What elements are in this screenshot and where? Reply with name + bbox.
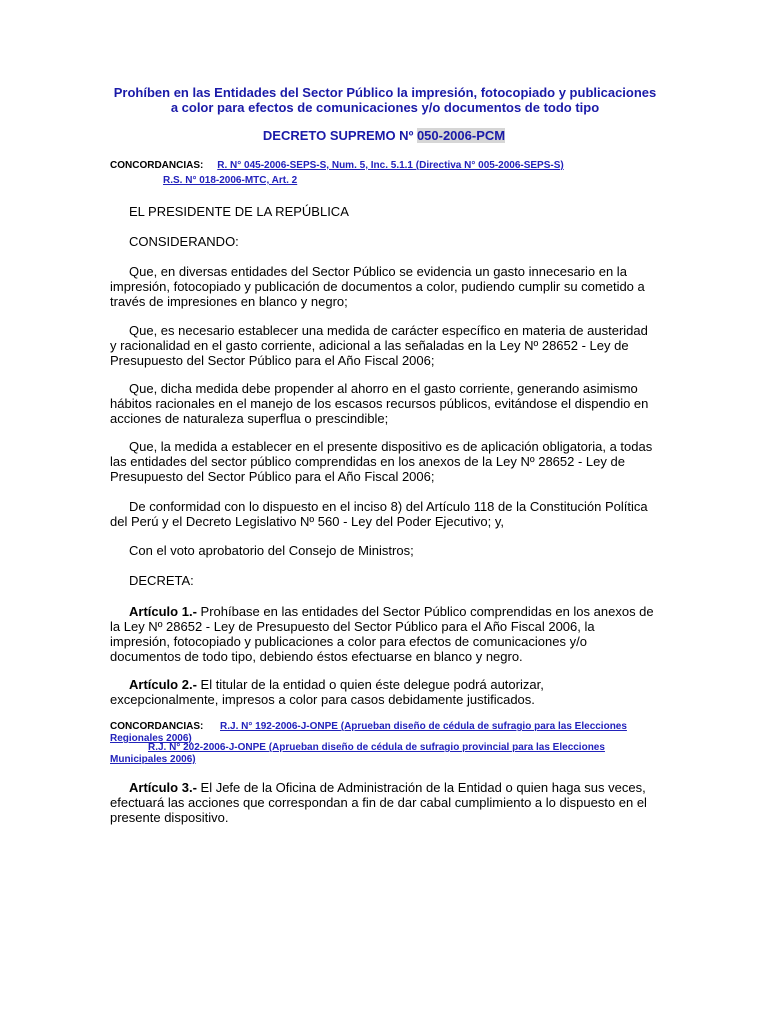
considerando-paragraph-4 xyxy=(110,439,655,484)
title-line-1: Prohíben en las Entidades del Sector Público la impresión, fotocopiado y publicaciones xyxy=(113,85,657,100)
concordancias-label: CONCORDANCIAS: xyxy=(110,160,204,171)
article-3-text: El Jefe de la Oficina de Administración de la Entidad o quien haga sus veces, efectuará las acciones que correspondan a fin de dar cabal cumplimiento a lo dispuesto en el presente dispositivo. xyxy=(110,780,647,825)
concordancias-block-2-line-2 xyxy=(110,742,655,766)
paragraph-text: Que, dicha medida debe propender al ahorro en el gasto corriente, generando asimismo hábitos racionales en el manejo de los escasos recursos públicos, evitándose el dispendio en acciones de naturaleza superflua o prescindible; xyxy=(110,381,649,426)
article-2 xyxy=(110,677,655,707)
concordancia-link[interactable]: R.J. N° 192-2006-J-ONPE (Aprueban diseño de cédula de sufragio para las Elecciones Regionales 2006) xyxy=(110,721,627,744)
decree-prefix: DECRETO SUPREMO Nº xyxy=(262,128,417,143)
paragraph-text: Que, es necesario establecer una medida de carácter específico en materia de austeridad y racionalidad en el gasto corriente, adicional a las señaladas en la Ley Nº 28652 - Ley de Presupuesto del Sector Público para el Año Fiscal 2006; xyxy=(110,323,648,368)
concordancias-block-1 xyxy=(110,160,670,172)
considerando-paragraph-1 xyxy=(110,264,655,309)
considerando-paragraph-2 xyxy=(110,323,655,368)
considerando-heading: CONSIDERANDO: xyxy=(129,234,239,249)
presidente-heading: EL PRESIDENTE DE LA REPÚBLICA xyxy=(129,204,349,219)
considerando-paragraph-3 xyxy=(110,381,655,426)
title-line-2: a color para efectos de comunicaciones y/o documentos de todo tipo xyxy=(170,100,600,115)
concordancia-link[interactable]: R.J. N° 202-2006-J-ONPE (Aprueban diseño de cédula de sufragio provincial para las Elecciones Municipales 2006) xyxy=(110,742,605,765)
concordancia-link[interactable]: R.S. N° 018-2006-MTC, Art. 2 xyxy=(163,175,298,186)
concordancias-label: CONCORDANCIAS: xyxy=(110,721,204,732)
decree-heading xyxy=(0,128,768,143)
document-title xyxy=(80,85,690,115)
article-2-text: El titular de la entidad o quien éste delegue podrá autorizar, excepcionalmente, impresos a color para casos debidamente justificados. xyxy=(110,677,544,707)
considerando-paragraph-5 xyxy=(110,499,655,529)
paragraph-text: Que, en diversas entidades del Sector Público se evidencia un gasto innecesario en la impresión, fotocopiado y publicación de documentos a color, pudiendo cumplir su cometido a través de impresiones en blanco y negro; xyxy=(110,264,645,309)
paragraph-text: Que, la medida a establecer en el presente dispositivo es de aplicación obligatoria, a todas las entidades del sector público comprendidas en los anexos de la Ley Nº 28652 - Ley de Presupuesto del Sector Público para el Año Fiscal 2006; xyxy=(110,439,653,484)
article-1 xyxy=(110,604,655,664)
article-1-label: Artículo 1.- xyxy=(129,604,197,619)
article-2-label: Artículo 2.- xyxy=(129,677,197,692)
decree-number: 050-2006-PCM xyxy=(416,128,506,143)
article-3 xyxy=(110,780,655,825)
considerando-paragraph-6: Con el voto aprobatorio del Consejo de Ministros; xyxy=(129,543,414,558)
paragraph-text: De conformidad con lo dispuesto en el inciso 8) del Artículo 118 de la Constitución Política del Perú y el Decreto Legislativo Nº 560 - Ley del Poder Ejecutivo; y, xyxy=(110,499,648,529)
decreta-heading: DECRETA: xyxy=(129,573,194,588)
concordancia-link[interactable]: R. N° 045-2006-SEPS-S, Num. 5, Inc. 5.1.1 (Directiva N° 005-2006-SEPS-S) xyxy=(217,160,564,171)
article-3-label: Artículo 3.- xyxy=(129,780,197,795)
concordancias-block-1-line-2 xyxy=(163,175,297,187)
article-1-text: Prohíbase en las entidades del Sector Público comprendidas en los anexos de la Ley Nº 28652 - Ley de Presupuesto del Sector Público para el Año Fiscal 2006, la impresión, fotocopiado y publicaciones a color para efectos de comunicaciones y/o documentos de todo tipo, debiendo éstos efectuarse en blanco y negro. xyxy=(110,604,654,664)
